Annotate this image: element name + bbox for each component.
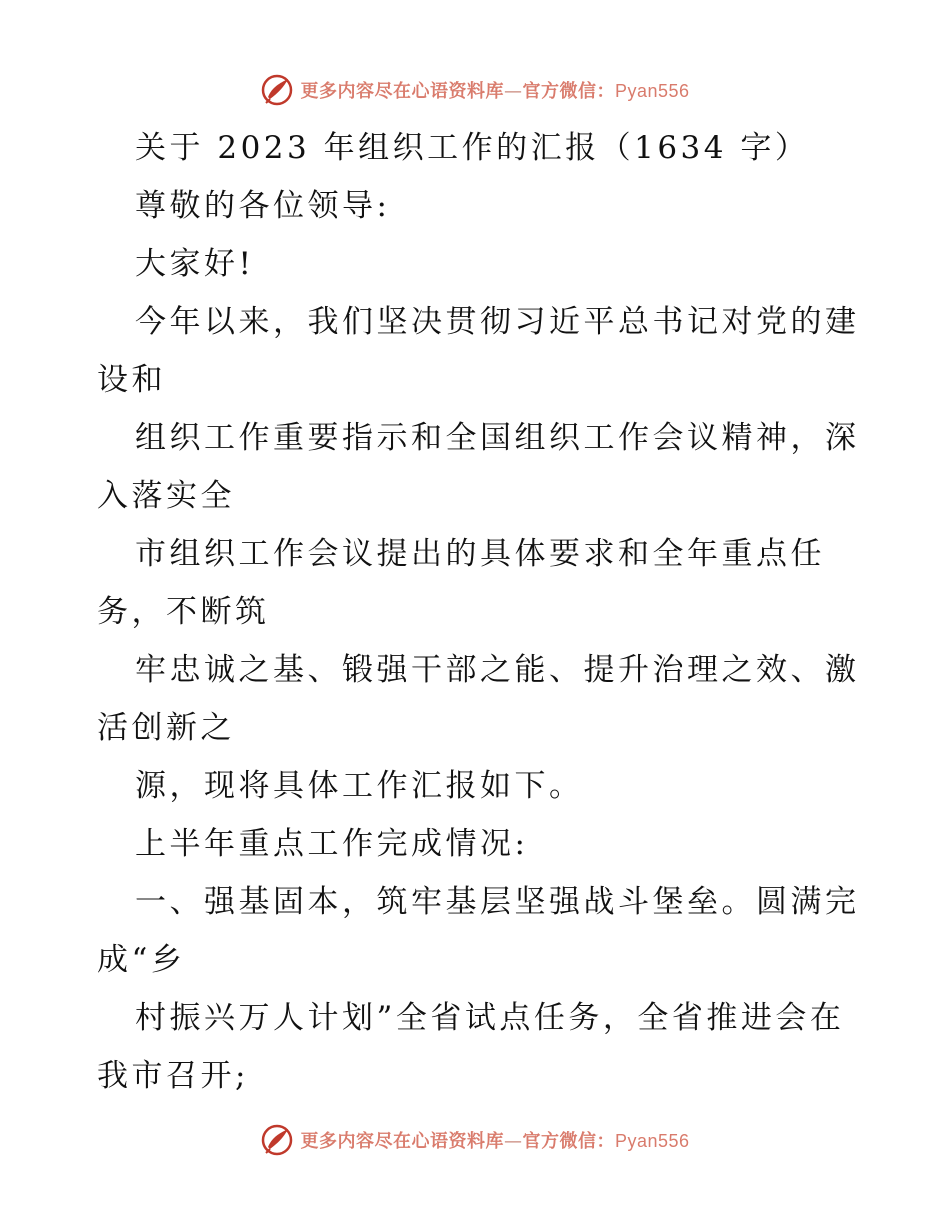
text-line: 市组织工作会议提出的具体要求和全年重点任 [135, 536, 825, 572]
text-line: 村振兴万人计划”全省试点任务，全省推进会在 [135, 1000, 845, 1036]
watermark-brand: 更多内容尽在心语资料库 [300, 81, 504, 102]
watermark-wechat-id: Pyan556 [614, 1131, 690, 1151]
text-line: 务，不断筑 [97, 594, 270, 630]
header-watermark [0, 70, 950, 110]
text-line: 牢忠诚之基、锻强干部之能、提升治理之效、激 [135, 652, 860, 688]
watermark-text [300, 1127, 689, 1153]
text-line: 设和 [97, 362, 166, 398]
watermark-separator: — [503, 1131, 523, 1152]
watermark-suffix: 官方微信： [522, 1131, 615, 1152]
text-line: 尊敬的各位领导: [135, 188, 391, 224]
text-line: 今年以来，我们坚决贯彻习近平总书记对党的建 [135, 304, 860, 340]
watermark-wechat-id: Pyan556 [614, 81, 690, 101]
text-line: 成“乡 [97, 942, 186, 978]
watermark-text [300, 77, 689, 103]
text-line: 活创新之 [97, 710, 235, 746]
pen-logo-icon [260, 73, 294, 107]
watermark-separator: — [503, 81, 523, 102]
text-line: 一、强基固本，筑牢基层坚强战斗堡垒。圆满完 [135, 884, 860, 920]
text-line: 入落实全 [97, 478, 235, 514]
watermark-brand: 更多内容尽在心语资料库 [300, 1131, 504, 1152]
text-line: 关于 2023 年组织工作的汇报（1634 字） [135, 130, 810, 166]
footer-watermark [0, 1120, 950, 1160]
text-line: 上半年重点工作完成情况: [135, 826, 529, 862]
text-line: 源，现将具体工作汇报如下。 [135, 768, 584, 804]
document-body [97, 119, 867, 1105]
text-line: 组织工作重要指示和全国组织工作会议精神，深 [135, 420, 860, 456]
text-line: 我市召开; [97, 1058, 249, 1094]
pen-logo-icon [260, 1123, 294, 1157]
text-line: 大家好! [135, 246, 255, 282]
watermark-suffix: 官方微信： [522, 81, 615, 102]
